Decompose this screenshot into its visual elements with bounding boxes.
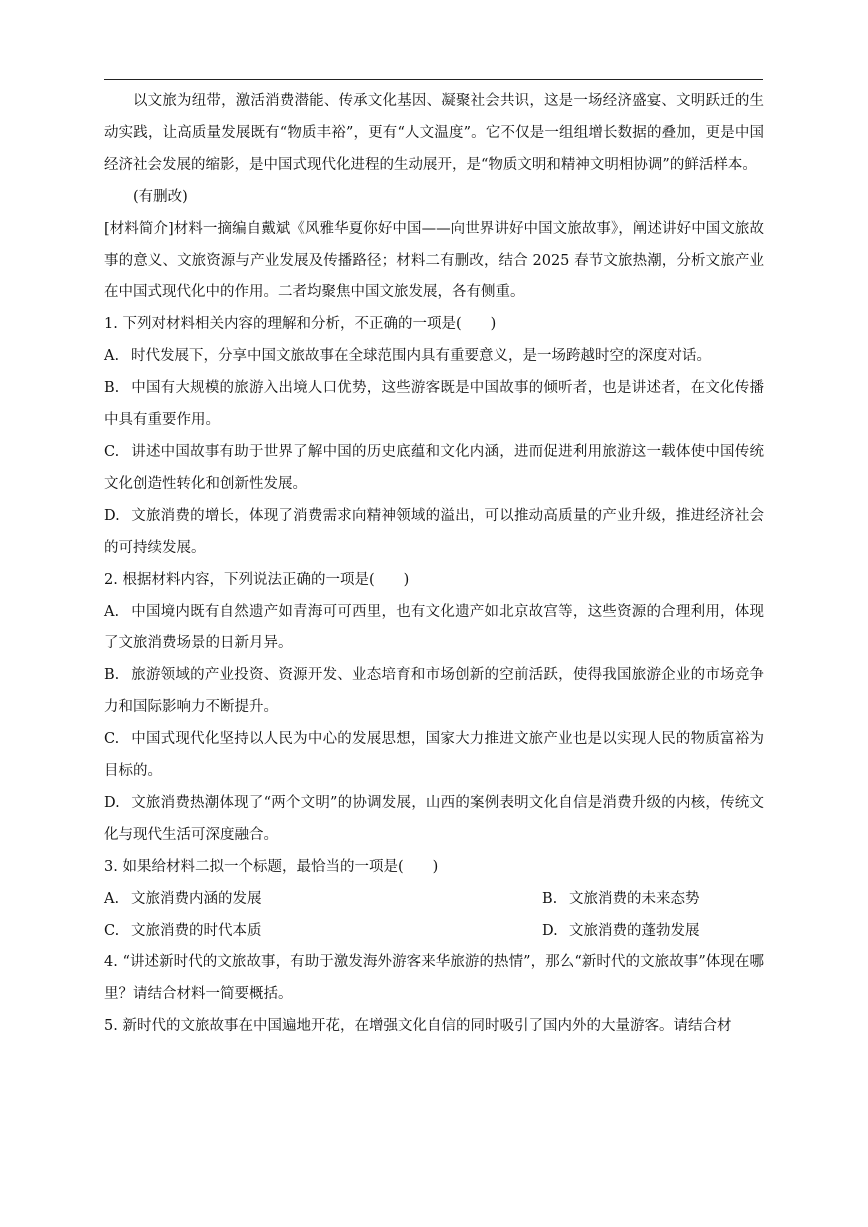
option-letter: A. bbox=[104, 348, 120, 365]
option-text: 文旅消费的未来态势 bbox=[569, 890, 700, 907]
option-c[interactable] bbox=[104, 437, 764, 501]
option-text: 时代发展下，分享中国文旅故事在全球范围内具有重要意义，是一场跨越时空的深度对话。 bbox=[131, 348, 711, 365]
question-stem: 1. 下列对材料相关内容的理解和分析，不正确的一项是( ) bbox=[104, 316, 497, 333]
option-letter: B. bbox=[104, 667, 120, 684]
option-text: 文旅消费内涵的发展 bbox=[131, 890, 262, 907]
option-b[interactable] bbox=[542, 884, 764, 916]
question-stem: 2. 根据材料内容，下列说法正确的一项是( ) bbox=[104, 571, 410, 588]
option-text: 讲述中国故事有助于世界了解中国的历史底蕴和文化内涵，进而促进利用旅游这一载体使中国传统文化创造性转化和创新性发展。 bbox=[104, 443, 764, 492]
option-letter: A. bbox=[104, 603, 120, 620]
option-letter: C. bbox=[104, 922, 120, 939]
question-3 bbox=[104, 852, 764, 948]
option-row bbox=[104, 884, 764, 916]
option-text: 中国式现代化坚持以人民为中心的发展思想，国家大力推进文旅产业也是以实现人民的物质富裕为目标的。 bbox=[104, 731, 764, 780]
revision-note: (有删改) bbox=[133, 188, 188, 205]
option-text: 旅游领域的产业投资、资源开发、业态培育和市场创新的空前活跃，使得我国旅游企业的市场竞争力和国际影响力不断提升。 bbox=[104, 667, 764, 716]
body-paragraph: 以文旅为纽带，激活消费潜能、传承文化基因、凝聚社会共识，这是一场经济盛宴、文明跃迁的生动实践，让高质量发展既有“物质丰裕”，更有“人文温度”。它不仅是一组组增长数据的叠加，更是中国经济社会发展的缩影，是中国式现代化进程的生动展开，是“物质文明和精神文明相协调”的鲜活样本。 bbox=[104, 93, 764, 173]
option-a[interactable] bbox=[104, 341, 764, 373]
material-intro: [材料简介]材料一摘编自戴斌《风雅华夏你好中国——向世界讲好中国文旅故事》，阐述讲好中国文旅故事的意义、文旅资源与产业发展及传播路径；材料二有删改，结合 2025 春节文旅热潮，分析文旅产业在中国式现代化中的作用。二者均聚焦中国文旅发展，各有侧重。 bbox=[104, 220, 764, 301]
option-text: 文旅消费的时代本质 bbox=[131, 922, 262, 939]
option-d[interactable] bbox=[104, 501, 764, 565]
question-5 bbox=[104, 1011, 764, 1043]
question-stem: 5. 新时代的文旅故事在中国遍地开花，在增强文化自信的同时吸引了国内外的大量游客。请结合材 bbox=[104, 1018, 732, 1035]
option-text: 中国境内既有自然遗产如青海可可西里，也有文化遗产如北京故宫等，这些资源的合理利用，体现了文旅消费场景的日新月异。 bbox=[104, 603, 764, 652]
option-b[interactable] bbox=[104, 373, 764, 437]
option-text: 文旅消费的蓬勃发展 bbox=[569, 922, 700, 939]
option-letter: D. bbox=[542, 922, 558, 939]
option-c[interactable] bbox=[104, 724, 764, 788]
question-4 bbox=[104, 947, 764, 1011]
document-body bbox=[104, 86, 764, 1043]
option-b[interactable] bbox=[104, 660, 764, 724]
option-a[interactable] bbox=[104, 884, 542, 916]
question-2 bbox=[104, 565, 764, 852]
option-row bbox=[104, 916, 764, 948]
question-1 bbox=[104, 309, 764, 564]
option-c[interactable] bbox=[104, 916, 542, 948]
option-letter: C. bbox=[104, 443, 120, 460]
option-d[interactable] bbox=[104, 788, 764, 852]
option-letter: B. bbox=[542, 890, 558, 907]
option-letter: D. bbox=[104, 794, 120, 811]
question-stem: 4. “讲述新时代的文旅故事，有助于激发海外游客来华旅游的热情”，那么“新时代的文旅故事”体现在哪里？请结合材料一简要概括。 bbox=[104, 954, 764, 1003]
option-letter: B. bbox=[104, 380, 120, 397]
header-rule bbox=[104, 79, 763, 80]
question-stem: 3. 如果给材料二拟一个标题，最恰当的一项是( ) bbox=[104, 858, 439, 875]
option-text: 文旅消费热潮体现了“两个文明”的协调发展，山西的案例表明文化自信是消费升级的内核，传统文化与现代生活可深度融合。 bbox=[104, 794, 764, 843]
option-text: 中国有大规模的旅游入出境人口优势，这些游客既是中国故事的倾听者，也是讲述者，在文化传播中具有重要作用。 bbox=[104, 380, 764, 429]
option-a[interactable] bbox=[104, 597, 764, 661]
option-letter: A. bbox=[104, 890, 120, 907]
option-letter: D. bbox=[104, 507, 120, 524]
option-text: 文旅消费的增长，体现了消费需求向精神领域的溢出，可以推动高质量的产业升级，推进经济社会的可持续发展。 bbox=[104, 507, 764, 556]
option-letter: C. bbox=[104, 731, 120, 748]
option-d[interactable] bbox=[542, 916, 764, 948]
